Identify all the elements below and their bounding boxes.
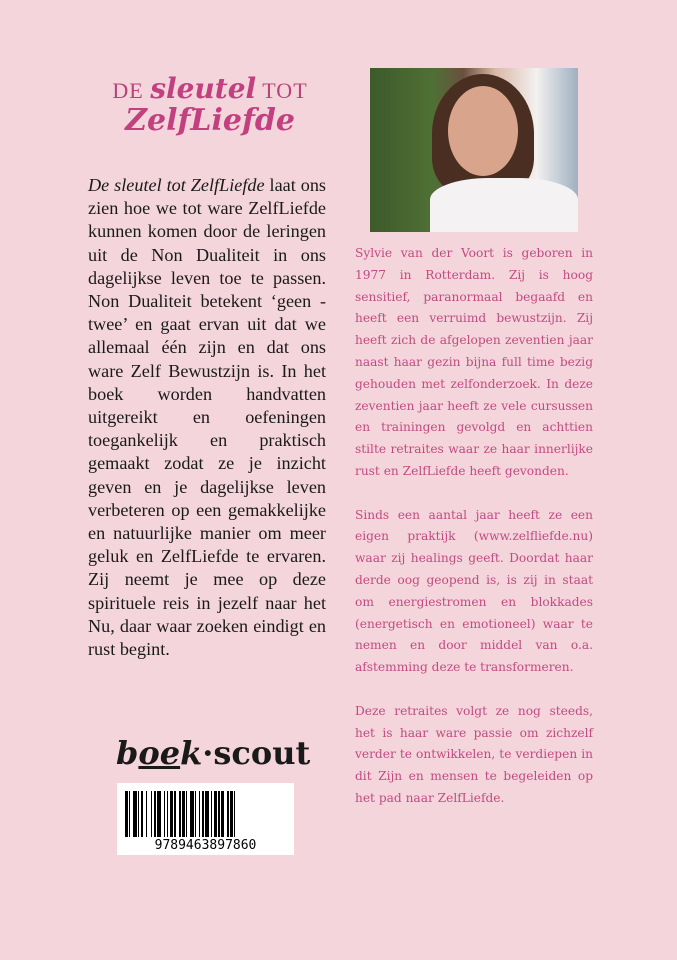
bio-paragraph: Sinds een aantal jaar heeft ze een eigen praktijk (www.zelfliefde.nu) waar zij healings geeft. Doordat haar derde oog geopend is, is zij in staat om energiestromen en blokkades (energetisch en emotioneel) waar te nemen en door middel van o.a. afstemming deze te transformeren. xyxy=(355,507,593,675)
author-photo xyxy=(370,68,578,232)
logo-part: k xyxy=(180,734,203,772)
logo-part: b xyxy=(116,734,139,772)
photo-face xyxy=(448,86,518,176)
logo-part: scout xyxy=(213,734,311,772)
blurb-italic-title: De sleutel tot ZelfLiefde xyxy=(88,175,265,195)
logo-part: oe xyxy=(138,734,181,772)
publisher-logo xyxy=(116,734,310,772)
barcode xyxy=(117,783,294,855)
title-suffix: TOT xyxy=(262,78,308,103)
title-script-word: sleutel xyxy=(150,72,257,105)
author-bio xyxy=(355,243,593,832)
bio-paragraph: Deze retraites volgt ze nog steeds, het is haar ware passie om zichzelf verder te ontwikkelen, te verdiepen in dit Zijn en mensen te begeleiden op het pad naar ZelfLiefde. xyxy=(355,703,593,805)
logo-separator: · xyxy=(202,734,214,772)
photo-shirt xyxy=(430,178,578,232)
barcode-bar xyxy=(235,791,238,837)
barcode-bars xyxy=(125,791,285,837)
title-line-2: ZelfLiefde xyxy=(125,103,295,138)
blurb-body: laat ons zien hoe we tot ware ZelfLiefde kunnen komen door de leringen uit de Non Dualiteit in ons dagelijkse leven toe te passen. Non Dualiteit betekent ‘geen -twee’ en gaat ervan uit dat we allemaal één zijn en dat ons ware Zelf Bewustzijn is. In het boek worden handvatten uitgereikt en oefeningen toegankelijk en praktisch gemaakt zodat ze je inzicht geven en je dagelijkse leven verbeteren op een gemakkelijke en natuurlijke manier om meer geluk en ZelfLiefde te ervaren. Zij neemt je mee op deze spirituele reis in jezelf naar het Nu, daar waar zoeken eindigt en rust begint. xyxy=(88,175,326,660)
isbn-number: 9789463897860 xyxy=(154,838,257,853)
bio-paragraph: Sylvie van der Voort is geboren in 1977 in Rotterdam. Zij is hoog sensitief, paranormaal begaafd en heeft een verruimd bewustzijn. Zij heeft zich de afgelopen zeventien jaar naast haar gezin bijna full time bezig gehouden met zelfonderzoek. In deze zeventien jaar heeft ze vele cursussen en trainingen gevolgd en achttien stilte retraites waar ze haar innerlijke rust en ZelfLiefde heeft gevonden. xyxy=(355,246,593,478)
title-line-1 xyxy=(100,72,320,105)
blurb-text xyxy=(88,174,326,661)
title-prefix: DE xyxy=(112,78,144,103)
book-title xyxy=(100,72,320,138)
